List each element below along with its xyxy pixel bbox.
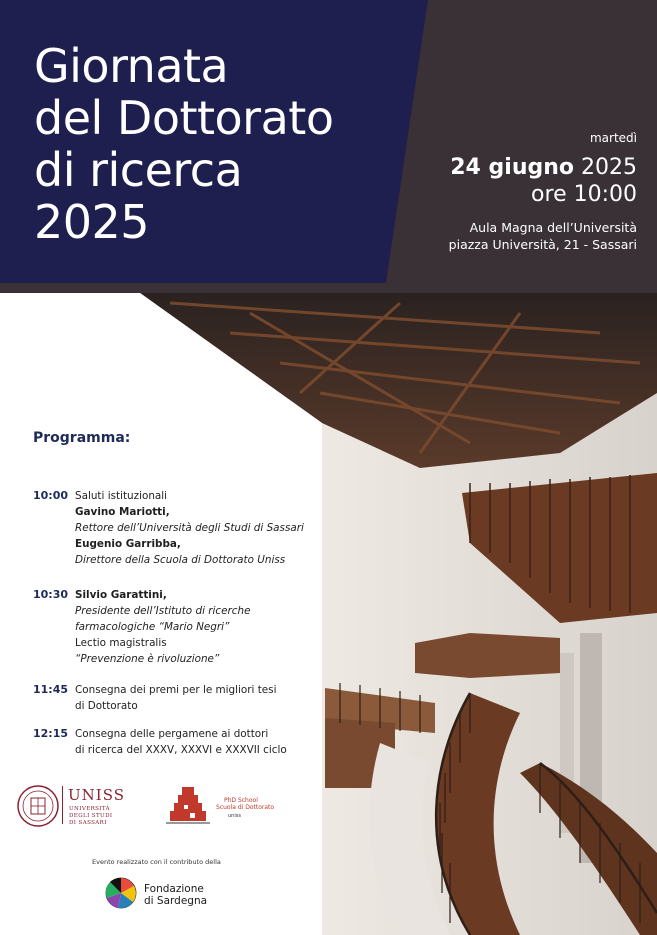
event-venue: Aula Magna dell’Università <box>469 220 637 235</box>
programme-item-1-line: Saluti istituzionali <box>75 490 168 502</box>
uniss-subtitle-line: DEGLI STUDI <box>69 813 113 819</box>
uniss-seal-icon <box>16 784 60 828</box>
uniss-subtitle-line: UNIVERSITÀ <box>69 806 111 812</box>
speaker-name: Silvio Garattini, <box>75 589 167 601</box>
event-date <box>450 155 637 180</box>
speaker-role: Direttore della Scuola di Dottorato Uniss <box>75 554 286 566</box>
uniss-subtitle-line: DI SASSARI <box>69 820 107 826</box>
title-line-3: di ricerca <box>34 143 243 197</box>
phd-school-label: PhD School <box>224 797 258 804</box>
uniss-wordmark: UNISS <box>68 786 125 804</box>
fondazione-logo-icon <box>104 876 138 910</box>
programme-item-3 <box>75 682 277 714</box>
event-date-year: 2025 <box>581 155 637 180</box>
phd-school-subtitle: Scuola di Dottorato <box>216 804 275 811</box>
speaker-role: Rettore dell’Università degli Studi di Sassari <box>75 522 304 534</box>
event-title <box>34 40 333 248</box>
contribution-note: Evento realizzato con il contributo della <box>92 858 221 866</box>
uniss-subtitle <box>69 806 112 827</box>
event-time: ore 10:00 <box>531 182 637 207</box>
fondazione-name <box>144 883 207 907</box>
title-line-1: Giornata <box>34 39 229 93</box>
programme-time-3: 11:45 <box>33 683 69 696</box>
lecture-title: “Prevenzione è rivoluzione” <box>75 653 220 665</box>
title-line-4: 2025 <box>34 195 150 249</box>
speaker-name: Gavino Mariotti, <box>75 506 170 518</box>
speaker-role: farmacologiche “Mario Negri” <box>75 621 230 633</box>
programme-item-3-line: Consegna dei premi per le migliori tesi <box>75 684 277 696</box>
event-weekday: martedì <box>589 131 637 145</box>
speaker-name: Eugenio Garribba, <box>75 538 181 550</box>
uniss-divider <box>62 786 63 824</box>
fondazione-name-line: Fondazione <box>144 883 204 895</box>
title-line-2: del Dottorato <box>34 91 334 145</box>
fondazione-name-line: di Sardegna <box>144 895 208 907</box>
speaker-role: Presidente dell’Istituto di ricerche <box>75 605 251 617</box>
phd-school-uniss: uniss <box>228 813 241 819</box>
programme-time-2: 10:30 <box>33 588 69 601</box>
programme-item-3-line: di Dottorato <box>75 700 138 712</box>
programme-item-2 <box>75 587 250 667</box>
programme-item-1 <box>75 488 304 568</box>
programme-heading: Programma: <box>33 430 131 446</box>
event-address: piazza Università, 21 - Sassari <box>448 237 637 252</box>
programme-item-4-line: di ricerca del XXXV, XXXVI e XXXVII ciclo <box>75 744 287 756</box>
programme-time-4: 12:15 <box>33 727 69 740</box>
programme-item-4-line: Consegna delle pergamene ai dottori <box>75 728 269 740</box>
lecture-label: Lectio magistralis <box>75 637 167 649</box>
event-date-day: 24 giugno <box>450 155 574 180</box>
phd-school-tower-icon <box>166 785 210 825</box>
programme-time-1: 10:00 <box>33 489 69 502</box>
programme-item-4 <box>75 726 287 758</box>
